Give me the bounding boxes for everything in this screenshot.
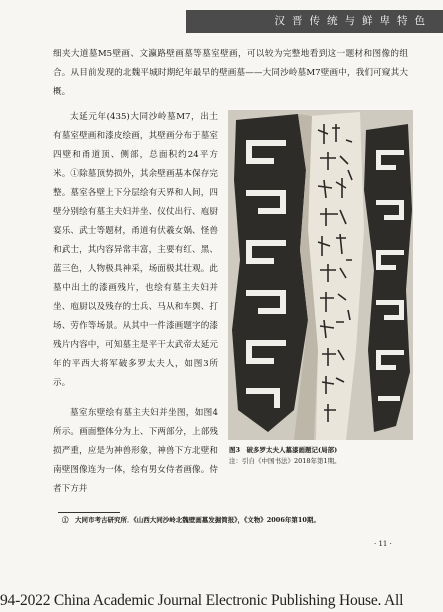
body-paragraph-2: 太延元年(435)大同沙岭墓M7，出土有墓室壁画和漆皮绘画，其壁画分布于墓室四壁和甬道顶、侧部，总面积约24平方米。①除墓顶势损外，其余壁画基本保存完整。墓室各壁上下分层绘有天界和人间，四壁分别绘有墓主夫妇并坐、仪仗出行、庖厨宴乐、武士等题材，甬道有伏羲女娲、怪兽和武士，其内容异常丰富，主要有红、黑、蓝三色，人物极具神采，场面极其壮观。此墓中出土的漆画残片，也绘有墓主夫妇并坐、庖厨以及残存的士兵、马从和车舆、打场、劳作等场景。从其中一件漆画题字的漆残片内容中，可知墓主是平干太武帝太延元年的平西大将军破多罗太夫人，如图3所示。 — [53, 112, 218, 388]
footnote: ① 大同市考古研究所．《山西大同沙岭北魏壁画墓发掘简报》，《文物》2006年第10期。 — [62, 516, 320, 524]
figure-caption — [229, 445, 429, 467]
body-paragraph-1: 细夹大道墓M5壁画、文瀛路壁画墓等墓室壁画，可以较为完整地看到这一题材和图像的组合。从目前发现的北魏平城时期纪年最早的壁画墓——大同沙岭墓M7壁画中，我们可窥其大概。 — [53, 49, 408, 97]
footnote-divider — [58, 512, 120, 513]
lacquer-fragment-image — [228, 110, 413, 440]
figure-caption-title: 图3 破多罗太夫人墓漆画题记(局部) — [229, 446, 338, 454]
body-paragraph-3: 墓室东壁绘有墓主夫妇并坐图，如图4所示。画面整体分为上、下两部分，上部残损严重，应是为神兽形象，神兽下方北壁和南壁图像连为一体，绘有男女侍者画像。侍者下方并 — [53, 408, 218, 494]
running-header-title: 汉晋传统与鲜卑特色 — [274, 15, 432, 27]
figure-caption-source: 注：引自《中国书法》2018年第1期。 — [229, 457, 341, 465]
lacquer-painting-figure — [228, 110, 413, 440]
publisher-watermark: 94-2022 China Academic Journal Electronic Publishing House. All — [0, 592, 404, 609]
page-number: · 11 · — [374, 540, 392, 548]
